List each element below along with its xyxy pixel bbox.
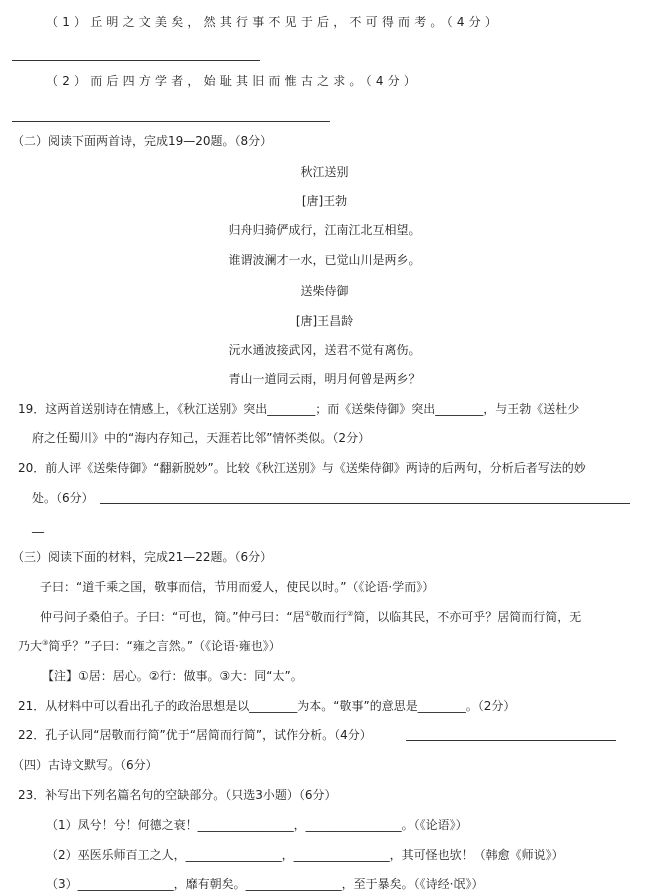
poem-1-title: 秋江送别 bbox=[300, 165, 349, 179]
poem-1-author: [唐]王勃 bbox=[301, 194, 348, 208]
poem-2-line-1: 沅水通波接武冈，送君不觉有离伤。 bbox=[228, 343, 421, 357]
question-20-line-2: 处。（6分） bbox=[32, 491, 94, 505]
question-21: 21．从材料中可以看出孔子的政治思想是以________为本。“敬事”的意思是________。（2分） bbox=[18, 699, 516, 713]
material-paragraph-2-line-2: 乃大③简乎？”子曰：“雍之言然。”（《论语·雍也》） bbox=[18, 639, 281, 653]
question-20-line-3: __ bbox=[32, 519, 44, 533]
poem-1-line-2: 谁谓波澜才一水，已觉山川是两乡。 bbox=[228, 253, 421, 267]
question-19-line-1: 19．这两首送别诗在情感上，《秋江送别》突出________；而《送柴侍御》突出________，与王勃《送杜少 bbox=[18, 402, 580, 416]
poem-2-title: 送柴侍御 bbox=[300, 284, 349, 298]
translation-question-2: （2）而后四方学者，始耻其旧而惟古之求。（4分） bbox=[46, 74, 421, 88]
question-20-line-1: 20．前人评《送柴侍御》“翻新脱妙”。比较《秋江送别》与《送柴侍御》两诗的后两句，分析后者写法的妙 bbox=[18, 461, 586, 475]
poem-2-author: [唐]王昌龄 bbox=[295, 314, 354, 328]
answer-line bbox=[406, 740, 616, 741]
section-2-heading: （二）阅读下面两首诗，完成19—20题。（8分） bbox=[12, 134, 273, 148]
answer-line bbox=[12, 60, 260, 61]
annotation-note: 【注】①居：居心。②行：做事。③大：同“太”。 bbox=[42, 669, 303, 683]
answer-line bbox=[12, 121, 330, 122]
poem-2-line-2: 青山一道同云雨，明月何曾是两乡？ bbox=[228, 372, 421, 386]
recitation-item-2: （2）巫医乐师百工之人，________________，________________，其可怪也欤！（韩愈《师说》） bbox=[46, 848, 564, 862]
section-4-heading: （四）古诗文默写。（6分） bbox=[12, 758, 158, 772]
question-19-line-2: 府之任蜀川》中的“海内存知己，天涯若比邻”情怀类似。（2分） bbox=[32, 431, 371, 445]
translation-question-1: （1）丘明之文美矣，然其行事不见于后，不可得而考。（4分） bbox=[46, 15, 502, 29]
material-paragraph-1: 子曰：“道千乘之国，敬事而信，节用而爱人，使民以时。”（《论语·学而》） bbox=[40, 580, 435, 594]
answer-line bbox=[100, 503, 630, 504]
recitation-item-3: （3）________________，靡有朝矣。________________，至于暴矣。（《诗经·氓》） bbox=[46, 877, 484, 891]
poem-1-line-1: 归舟归骑俨成行，江南江北互相望。 bbox=[228, 223, 421, 237]
question-22: 22．孔子认同“居敬而行简”优于“居简而行简”，试作分析。（4分） bbox=[18, 728, 372, 742]
section-3-heading: （三）阅读下面的材料，完成21—22题。（6分） bbox=[12, 550, 273, 564]
recitation-item-1: （1）凤兮！兮！何德之衰！________________，________________。（《论语》） bbox=[46, 818, 468, 832]
question-23: 23．补写出下列名篇名句的空缺部分。（只选3小题）（6分） bbox=[18, 788, 337, 802]
material-paragraph-2-line-1: 仲弓问子桑伯子。子曰：“可也，简。”仲弓曰：“居①敬而行②简，以临其民，不亦可乎？居简而行简，无 bbox=[40, 610, 582, 624]
